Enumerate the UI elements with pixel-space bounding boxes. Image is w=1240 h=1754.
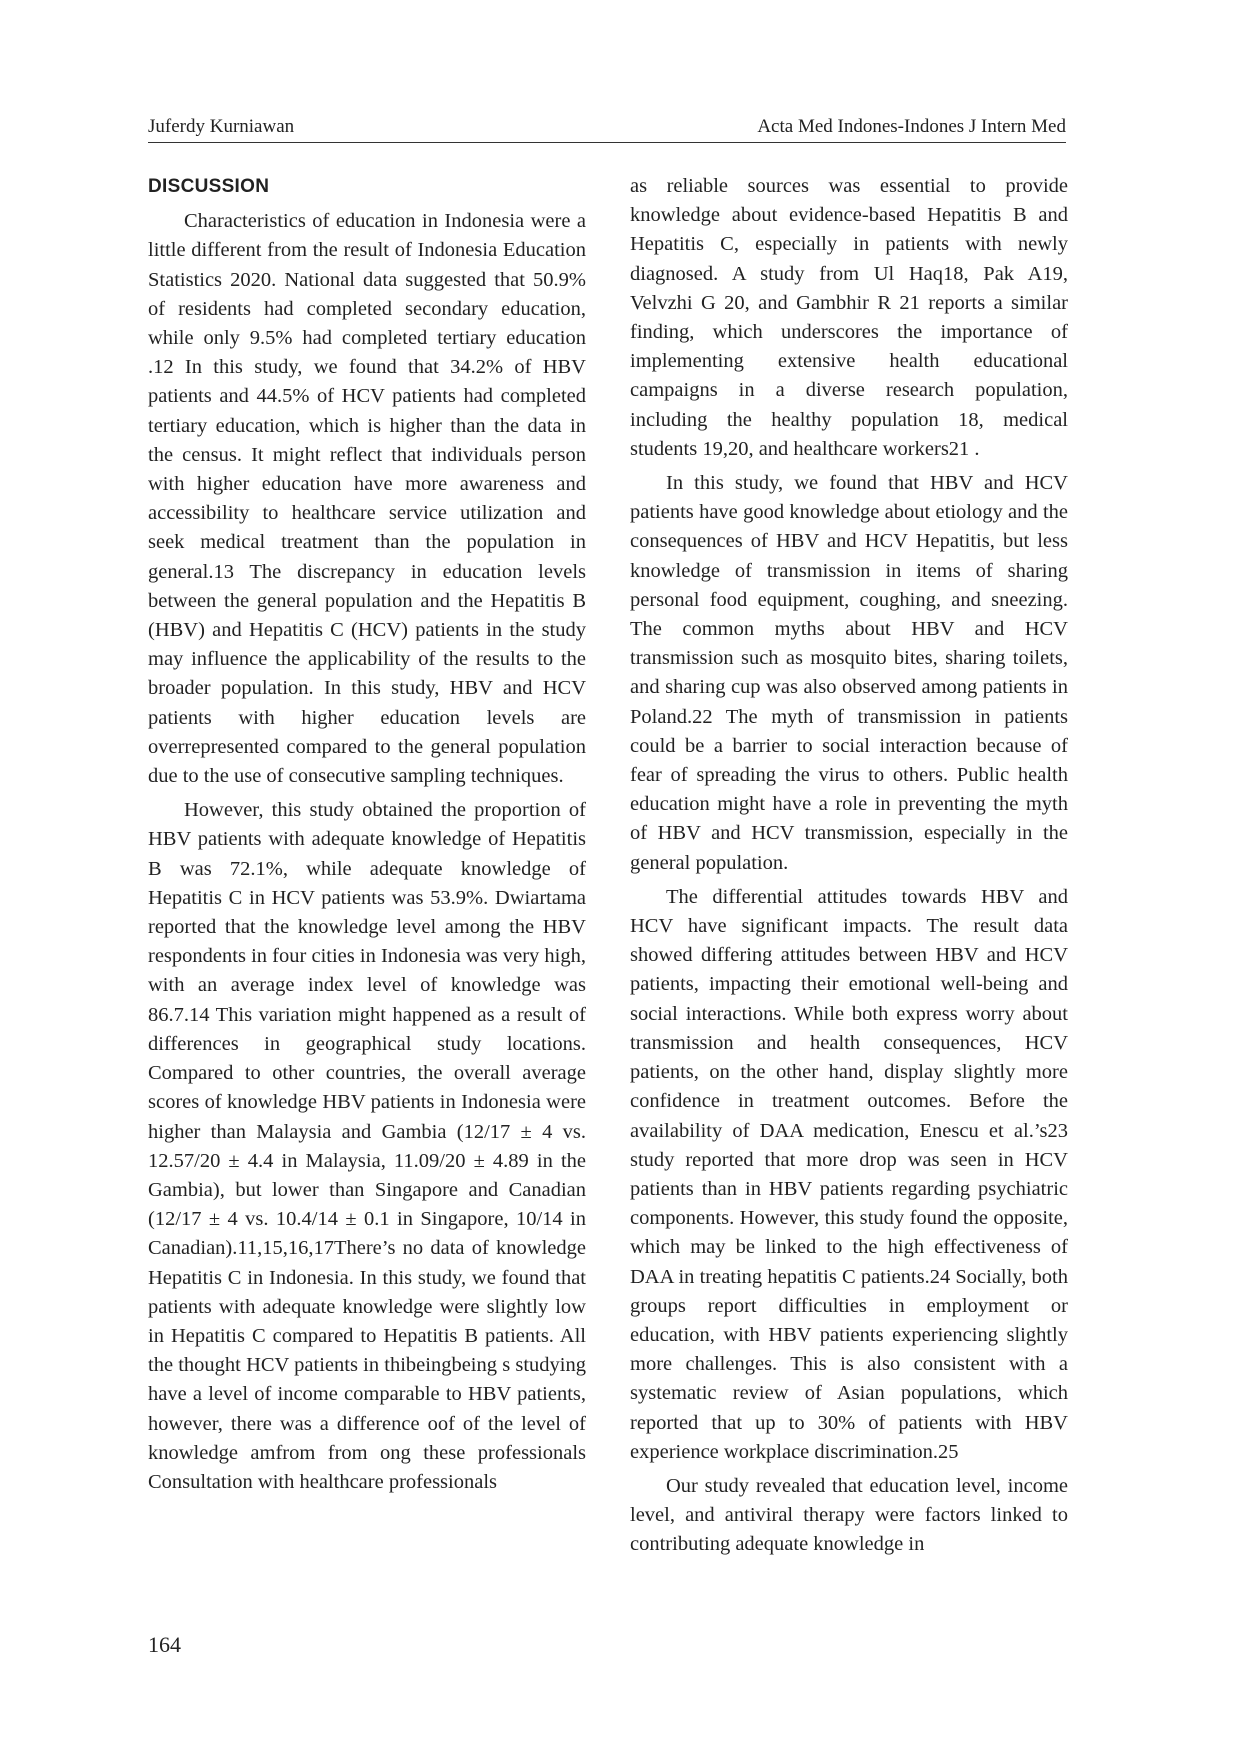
left-paragraph-1: Characteristics of education in Indonesia were a little different from the result of Indonesia Education Statistics 2020. National data suggested that 50.9% of residents had completed secondary education, while only 9.5% had completed tertiary education .12 In this study, we found that 34.2% of HBV patients and 44.5% of HCV patients had completed tertiary education, which is higher than the data in the census. It might reflect that individuals person with higher education have more awareness and accessibility to healthcare service utilization and seek medical treatment than the population in general.13 The discrepancy in education levels between the general population and the Hepatitis B (HBV) and Hepatitis C (HCV) patients in the study may influence the applicability of the results to the broader population. In this study, HBV and HCV patients with higher education levels are overrepresented compared to the general population due to the use of consecutive sampling techniques. <box>148 210 586 788</box>
page-number: 164 <box>148 1632 181 1657</box>
running-header <box>148 116 1066 143</box>
header-author: Juferdy Kurniawan <box>148 116 295 137</box>
left-paragraph-2: However, this study obtained the proportion of HBV patients with adequate knowledge of Hepatitis B was 72.1%, while adequate knowledge of Hepatitis C in HCV patients was 53.9%. Dwiartama reported that the knowledge level among the HBV respondents in four cities in Indonesia was very high, with an average index level of knowledge was 86.7.14 This variation might happened as a result of differences in geographical study locations. Compared to other countries, the overall average scores of knowledge HBV patients in Indonesia were higher than Malaysia and Gambia (12/17 ± 4 vs. 12.57/20 ± 4.4 in Malaysia, 11.09/20 ± 4.89 in the Gambia), but lower than Singapore and Canadian (12/17 ± 4 vs. 10.4/14 ± 0.1 in Singapore, 10/14 in Canadian).11,15,16,17There’s no data of knowledge Hepatitis C in Indonesia. In this study, we found that patients with adequate knowledge were slightly low in Hepatitis C compared to Hepatitis B patients. All the thought HCV patients in thibeingbeing s studying have a level of income comparable to HBV patients, however, there was a difference oof of the level of knowledge amfrom from ong these professionals Consultation with healthcare professionals <box>148 799 586 1493</box>
header-journal: Acta Med Indones-Indones J Intern Med <box>757 116 1066 137</box>
section-heading: DISCUSSION <box>148 176 270 197</box>
left-column <box>148 170 586 1502</box>
right-column <box>630 172 1068 1565</box>
right-paragraph-continued: as reliable sources was essential to provide knowledge about evidence-based Hepatitis B and Hepatitis C, especially in patients with newly diagnosed. A study from Ul Haq18, Pak A19, Velvzhi G 20, and Gambhir R 21 reports a similar finding, which underscores the importance of implementing extensive health educational campaigns in a diverse research population, including the healthy population 18, medical students 19,20, and healthcare workers21 . <box>630 175 1068 460</box>
right-paragraph-1: In this study, we found that HBV and HCV patients have good knowledge about etiology and the consequences of HBV and HCV Hepatitis, but less knowledge of transmission in items of sharing personal food equipment, coughing, and sneezing. The common myths about HBV and HCV transmission such as mosquito bites, sharing toilets, and sharing cup was also observed among patients in Poland.22 The myth of transmission in patients could be a barrier to social interaction because of fear of spreading the virus to others. Public health education might have a role in preventing the myth of HBV and HCV transmission, especially in the general population. <box>630 472 1068 874</box>
right-paragraph-2: The differential attitudes towards HBV and HCV have significant impacts. The result data showed differing attitudes between HBV and HCV patients, impacting their emotional well-being and social interactions. While both express worry about transmission and health consequences, HCV patients, on the other hand, display slightly more confidence in treatment outcomes. Before the availability of DAA medication, Enescu et al.’s23 study reported that more drop was seen in HCV patients than in HBV patients regarding psychiatric components. However, this study found the opposite, which may be linked to the high effectiveness of DAA in treating hepatitis C patients.24 Socially, both groups report difficulties in employment or education, with HBV patients experiencing slightly more challenges. This is also consistent with a systematic review of Asian populations, which reported that up to 30% of patients with HBV experience workplace discrimination.25 <box>630 885 1068 1463</box>
right-paragraph-3: Our study revealed that education level, income level, and antiviral therapy were factors linked to contributing adequate knowledge in <box>630 1474 1068 1556</box>
